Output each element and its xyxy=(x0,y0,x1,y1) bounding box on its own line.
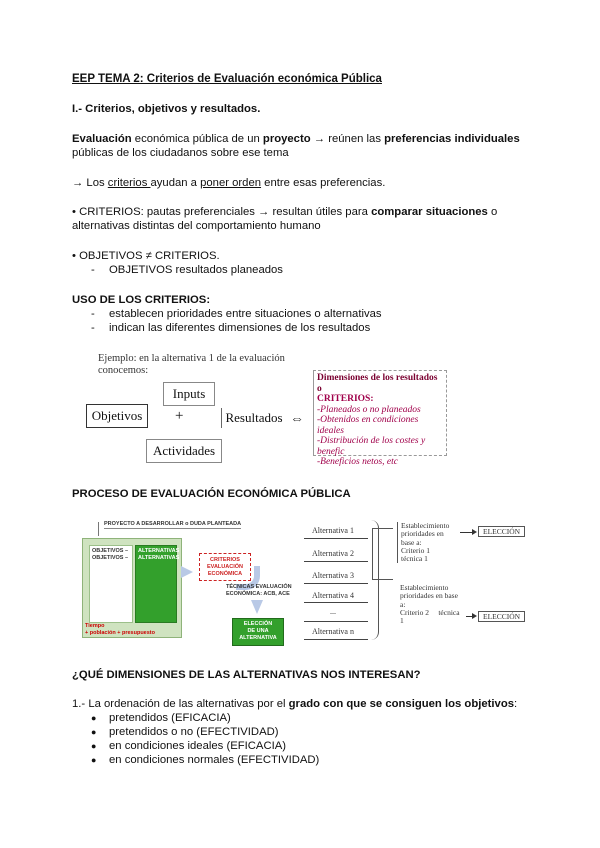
inputs-box: Inputs xyxy=(163,382,215,406)
text-preferencias: preferencias individuales xyxy=(384,133,520,145)
paragraph-criterios-orden xyxy=(72,177,385,189)
uso-item-2: indican las diferentes dimensiones de los resultados xyxy=(109,322,371,334)
text-fragment: • CRITERIOS: pautas preferenciales → resultan útiles para xyxy=(72,206,372,218)
text-grado: grado con que se consiguen los objetivos xyxy=(288,698,515,710)
objetivos-alternativas-panel xyxy=(82,538,182,638)
bullet-item: pretendidos o no (EFECTIVIDAD) xyxy=(109,726,279,738)
connector-line xyxy=(98,522,99,536)
bullet-icon: ● xyxy=(91,755,97,765)
alternativas-column xyxy=(135,545,180,623)
divider xyxy=(304,538,368,539)
alternativa-item: Alternativa 4 xyxy=(312,591,354,600)
establecimiento-2: Establecimiento prioridades en base a: Criterio 2 técnica 1 xyxy=(400,583,460,626)
text-fragment: entre esas preferencias. xyxy=(261,177,386,189)
section-heading-1: I.- Criterios, objetivos y resultados. xyxy=(72,103,261,115)
dash-marker: - xyxy=(91,264,95,276)
diagram1-caption-2: conocemos: xyxy=(98,365,149,376)
paragraph-objetivos: • OBJETIVOS ≠ CRITERIOS. xyxy=(72,250,220,262)
dimensiones-title-2: CRITERIOS: xyxy=(317,394,374,404)
text-fragment: 1.- La ordenación de las alternativas por el xyxy=(72,698,289,710)
bullet-item: en condiciones normales (EFECTIVIDAD) xyxy=(109,754,320,766)
text-evaluacion: Evaluación xyxy=(72,133,132,145)
bullet-icon: ● xyxy=(91,727,97,737)
divider xyxy=(304,583,368,584)
text-comparar: comparar situaciones xyxy=(371,206,488,218)
objetivos-box: Objetivos xyxy=(86,404,148,428)
arrow-right-icon xyxy=(181,566,193,578)
eleccion-box-1: ELECCIÓN xyxy=(478,526,525,537)
eleccion-alternativa-box xyxy=(232,618,284,646)
text-fragment: → Los xyxy=(72,177,108,189)
document-title: EEP TEMA 2: Criterios de Evaluación económica Pública xyxy=(72,73,382,85)
paragraph-ordenacion xyxy=(72,698,517,710)
proyecto-label: PROYECTO A DESARROLLAR o DUDA PLANTEADA xyxy=(104,521,242,527)
bullet-icon: ● xyxy=(91,713,97,723)
actividades-box: Actividades xyxy=(146,439,222,463)
text-fragment: → reúnen las xyxy=(310,133,385,145)
uso-heading: USO DE LOS CRITERIOS: xyxy=(72,294,211,306)
divider xyxy=(304,602,368,603)
arrow-right-icon xyxy=(472,529,477,535)
text-proyecto: proyecto xyxy=(262,133,311,145)
alternativa-item: Alternativa 3 xyxy=(312,571,354,580)
bullet-item: pretendidos (EFICACIA) xyxy=(109,712,231,724)
divider xyxy=(304,561,368,562)
dimensiones-title-1: Dimensiones de los resultados o xyxy=(317,373,438,394)
text-criterios: criterios xyxy=(107,177,151,189)
establecimiento-1: Establecimiento prioridades en base a: Criterio 1 técnica 1 xyxy=(397,522,449,563)
paragraph-criterios-def-line2: alternativas distintas del comportamiento humano xyxy=(72,220,321,232)
paragraph-evaluacion-line2: públicas de los ciudadanos sobre ese tema xyxy=(72,147,289,159)
dimension-item: -Beneficios netos, etc xyxy=(317,457,398,467)
dimension-item: -Planeados o no planeados xyxy=(317,404,421,415)
dimension-item: -Distribución de los costes y benefic xyxy=(317,436,426,457)
section-heading-2: PROCESO DE EVALUACIÓN ECONÓMICA PÚBLICA xyxy=(72,488,351,500)
bracket-icon xyxy=(372,528,393,580)
plus-sign: + xyxy=(175,408,184,424)
arrow-down-icon xyxy=(251,600,263,614)
tiempo-label: Tiempo + población + presupuesto xyxy=(85,623,155,636)
alternativa-item: Alternativa 2 xyxy=(312,549,354,558)
bullet-icon: ● xyxy=(91,741,97,751)
resultados-box: Resultados xyxy=(221,408,286,428)
dash-marker: - xyxy=(91,308,95,320)
divider xyxy=(304,639,368,640)
tecnicas-label: TÉCNICAS EVALUACIÓN ECONÓMICA: ACB, ACE xyxy=(226,584,292,597)
dash-marker: - xyxy=(91,322,95,334)
bullet-item: en condiciones ideales (EFICACIA) xyxy=(109,740,287,752)
alternativa-item: Alternativa 1 xyxy=(312,526,354,535)
section-heading-3: ¿QUÉ DIMENSIONES DE LAS ALTERNATIVAS NOS INTERESAN? xyxy=(72,669,421,681)
alternativas-column-label: ALTERNATIVAS ALTERNATIVAS xyxy=(138,548,180,561)
objetivos-column xyxy=(89,545,133,623)
eleccion-box-2: ELECCIÓN xyxy=(478,611,525,622)
alternativa-item: ... xyxy=(330,607,336,616)
arrow-right-icon xyxy=(472,613,477,619)
text-poner-orden: poner orden xyxy=(200,177,262,189)
uso-item-1: establecen prioridades entre situaciones o alternativas xyxy=(109,308,382,320)
dimension-item: -Obtenidos en condiciones ideales xyxy=(317,415,419,436)
objetivos-column-label: OBJETIVOS – OBJETIVOS – xyxy=(92,548,129,561)
alternativa-item: Alternativa n xyxy=(312,627,354,636)
text-fragment: o xyxy=(487,206,498,218)
diagram1-caption-1: Ejemplo: en la alternativa 1 de la evaluación xyxy=(98,353,285,364)
paragraph-evaluacion xyxy=(72,133,520,145)
paragraph-criterios-def xyxy=(72,206,497,218)
criterios-label: CRITERIOS EVALUACIÓN ECONÓMICA xyxy=(207,557,243,577)
text-fragment: : xyxy=(514,698,518,710)
dimensiones-box xyxy=(313,370,447,467)
divider xyxy=(304,621,368,622)
equivalence-arrow-icon: ⇔ xyxy=(290,410,304,426)
paragraph-objetivos-line2: OBJETIVOS resultados planeados xyxy=(109,264,283,276)
text-fragment: económica pública de un xyxy=(131,133,263,145)
text-fragment: ayudan a xyxy=(150,177,201,189)
eleccion-alternativa-label: ELECCIÓN DE UNA ALTERNATIVA xyxy=(239,621,277,641)
